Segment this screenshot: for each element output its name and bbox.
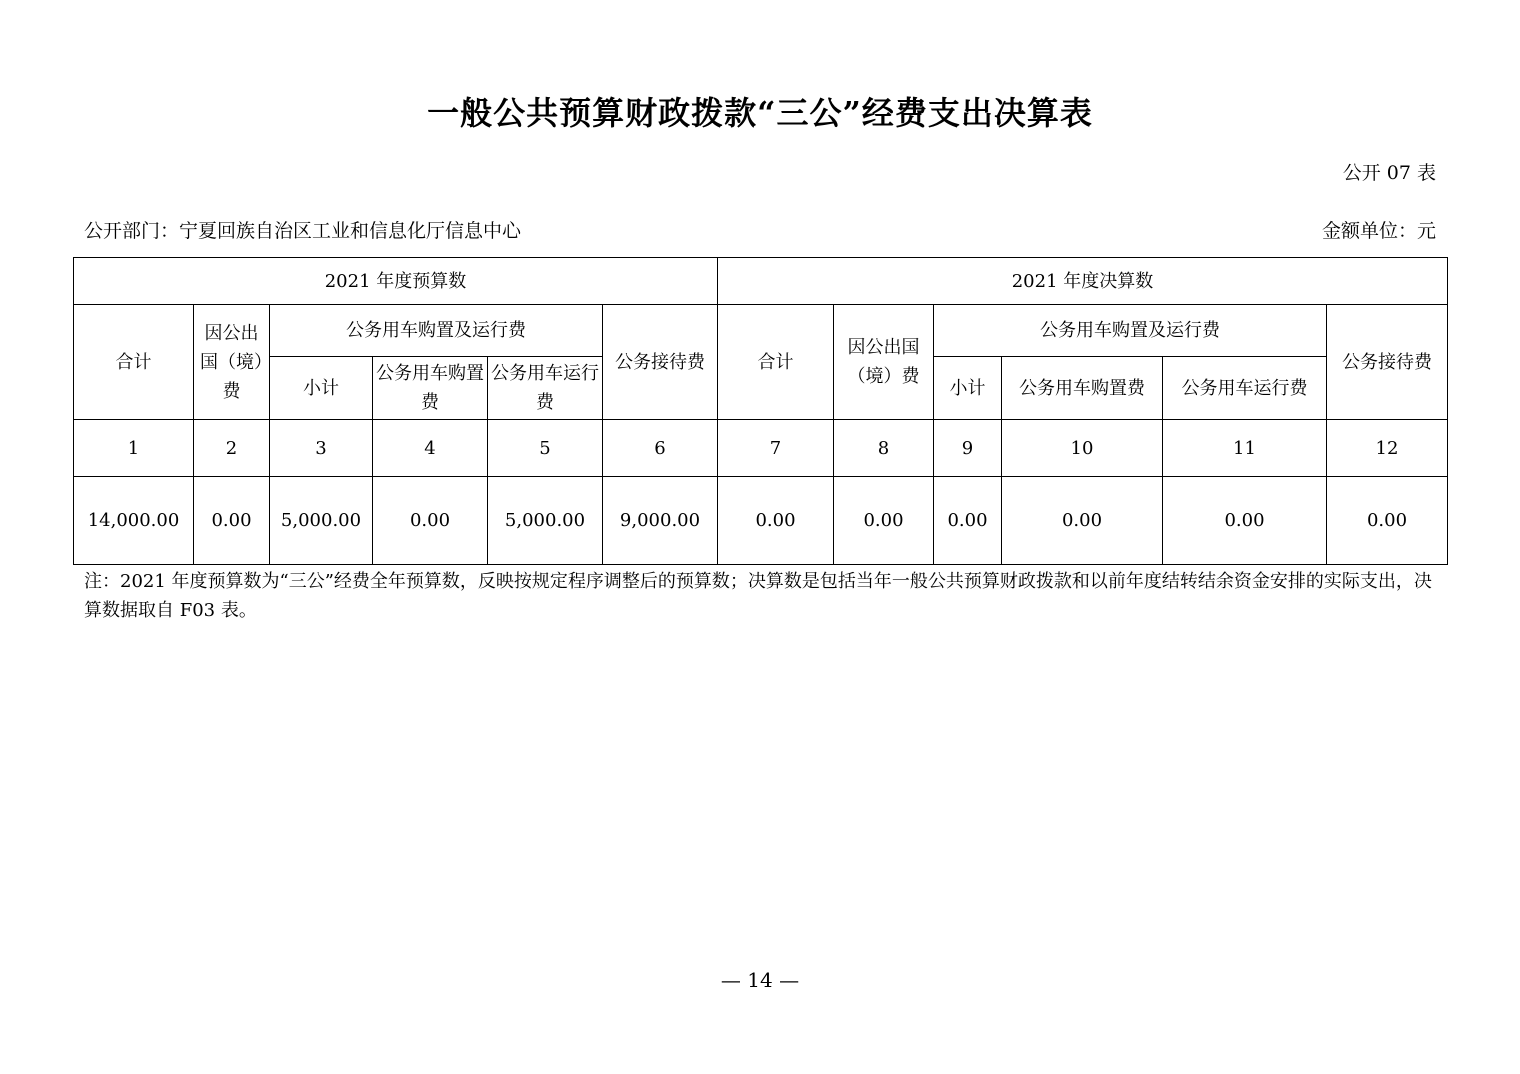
budget-vehicle-running-header: 公务用车运行费 [488, 357, 603, 420]
final-reception-header: 公务接待费 [1327, 305, 1448, 420]
value-cell: 0.00 [934, 477, 1002, 565]
header-row-columns [74, 305, 1448, 357]
value-cell: 9,000.00 [603, 477, 718, 565]
header-row-group [74, 258, 1448, 305]
value-cell: 0.00 [1327, 477, 1448, 565]
column-number: 1 [74, 420, 194, 477]
final-group-header: 2021 年度决算数 [718, 258, 1448, 305]
value-cell: 0.00 [1163, 477, 1327, 565]
department-label: 公开部门：宁夏回族自治区工业和信息化厅信息中心 [84, 220, 522, 242]
column-number: 8 [834, 420, 934, 477]
budget-group-header: 2021 年度预算数 [74, 258, 718, 305]
column-number: 11 [1163, 420, 1327, 477]
amount-unit-label: 金额单位：元 [1321, 220, 1436, 242]
page-title: 一般公共预算财政拨款“三公”经费支出决算表 [427, 94, 1093, 132]
final-subtotal-header: 小计 [934, 357, 1002, 420]
final-vehicle-purchase-header: 公务用车购置费 [1002, 357, 1163, 420]
budget-reception-header: 公务接待费 [603, 305, 718, 420]
budget-total-header: 合计 [74, 305, 194, 420]
form-number: 公开 07 表 [1342, 162, 1436, 184]
budget-subtotal-header: 小计 [270, 357, 373, 420]
column-number: 3 [270, 420, 373, 477]
value-cell: 5,000.00 [270, 477, 373, 565]
value-cell: 0.00 [1002, 477, 1163, 565]
page-number: — 14 — [720, 968, 800, 992]
final-vehicle-running-header: 公务用车运行费 [1163, 357, 1327, 420]
column-number: 2 [194, 420, 270, 477]
column-number: 5 [488, 420, 603, 477]
table-note: 注：2021 年度预算数为“三公”经费全年预算数，反映按规定程序调整后的预算数；决算数是包括当年一般公共预算财政拨款和以前年度结转结余资金安排的实际支出，决算数据取自 F03 表。 [84, 571, 1432, 621]
budget-vehicle-header: 公务用车购置及运行费 [270, 305, 603, 357]
value-cell: 0.00 [194, 477, 270, 565]
value-cell: 0.00 [718, 477, 834, 565]
budget-abroad-header: 因公出国（境）费 [194, 305, 270, 420]
column-number: 4 [373, 420, 488, 477]
final-vehicle-header: 公务用车购置及运行费 [934, 305, 1327, 357]
final-abroad-header: 因公出国（境）费 [834, 305, 934, 420]
column-number-row [74, 420, 1448, 477]
value-cell: 0.00 [834, 477, 934, 565]
budget-vehicle-purchase-header: 公务用车购置费 [373, 357, 488, 420]
column-number: 6 [603, 420, 718, 477]
column-number: 12 [1327, 420, 1448, 477]
final-total-header: 合计 [718, 305, 834, 420]
expense-table [73, 257, 1448, 565]
value-cell: 5,000.00 [488, 477, 603, 565]
column-number: 9 [934, 420, 1002, 477]
value-cell: 14,000.00 [74, 477, 194, 565]
value-cell: 0.00 [373, 477, 488, 565]
value-row [74, 477, 1448, 565]
column-number: 10 [1002, 420, 1163, 477]
column-number: 7 [718, 420, 834, 477]
